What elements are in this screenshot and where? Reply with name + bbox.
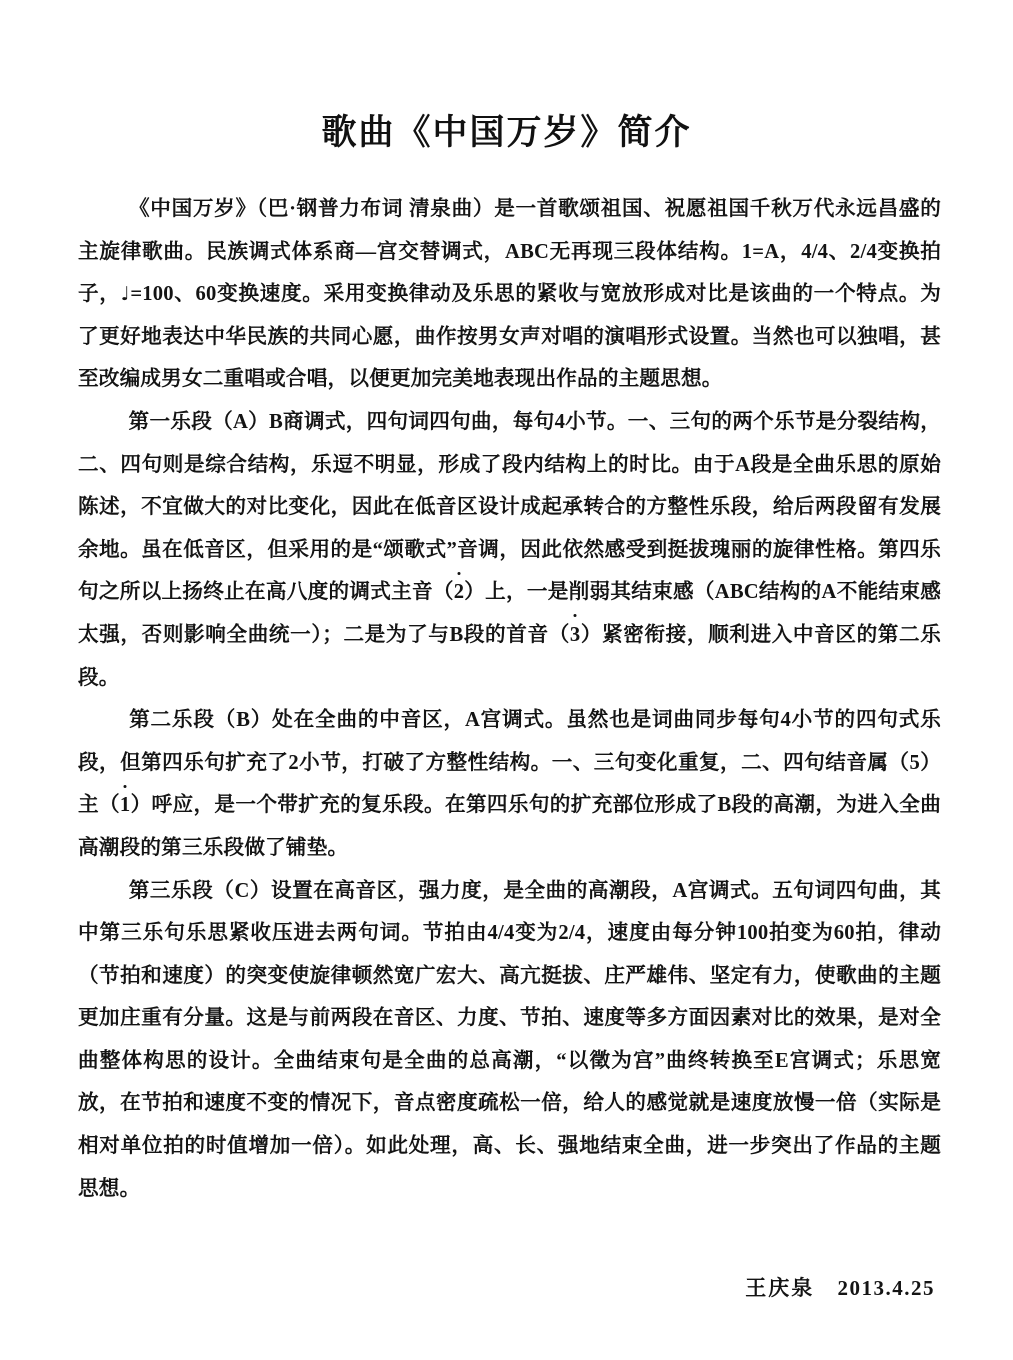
octave-dot-icon bbox=[124, 785, 127, 788]
jianpu-note-3: 3 bbox=[570, 625, 581, 646]
paragraph-section-a bbox=[78, 401, 941, 699]
paragraph-intro bbox=[78, 188, 941, 401]
quarter-note-icon: ♩ bbox=[120, 283, 131, 306]
paragraph-section-b bbox=[78, 699, 941, 869]
author-name: 王庆泉 bbox=[745, 1276, 815, 1300]
text-run: ）主（ bbox=[78, 751, 941, 817]
signature-date: 2013.4.25 bbox=[837, 1276, 935, 1300]
document-body bbox=[0, 154, 1013, 1210]
text-run: 《中国万岁》（巴·钢普力布词 清泉曲）是一首歌颂祖国、祝愿祖国千秋万代永远昌盛的主旋律歌曲。民族调式体系商—宫交替调式，ABC无再现三段体结构。1=A，4/4、2/4变换拍子， bbox=[78, 198, 941, 306]
octave-dot-icon bbox=[457, 572, 460, 575]
text-run: ）呼应，是一个带扩充的复乐段。在第四乐句的扩充部位形成了B段的高潮，为进入全曲高潮段的第三乐段做了铺垫。 bbox=[78, 794, 941, 859]
jianpu-note-1: 1 bbox=[120, 795, 131, 816]
octave-dot-icon bbox=[574, 614, 577, 617]
paragraph-section-c bbox=[78, 870, 941, 1211]
text-run: ）上，一是削弱其结束感（ABC结构的A不能结束感太强，否则影响全曲统一）；二是为了与B段的首音（ bbox=[78, 581, 941, 646]
page-title: 歌曲《中国万岁》简介 bbox=[321, 113, 692, 152]
jianpu-note-2: 2 bbox=[454, 582, 465, 603]
text-run: 第三乐段（C）设置在高音区，强力度，是全曲的高潮段，A宫调式。五句词四句曲，其中第三乐句乐思紧收压进去两句词。节拍由4/4变为2/4，速度由每分钟100拍变为60拍，律动（节拍和速度）的突变使旋律顿然宽广宏大、高亢挺拔、庄严雄伟、坚定有力，使歌曲的主题更加庄重有分量。这是与前两段在音区、力度、节拍、速度等多方面因素对比的效果，是对全曲整体构思的设计。全曲结束句是全曲的总高潮，“以徵为宫”曲终转换至E宫调式；乐思宽放，在节拍和速度不变的情况下，音点密度疏松一倍，给人的感觉就是速度放慢一倍（实际是相对单位拍的时值增加一倍）。如此处理，高、长、强地结束全曲，进一步突出了作品的主题思想。 bbox=[78, 879, 941, 1200]
text-run: 第一乐段（A）B商调式，四句词四句曲，每句4小节。一、三句的两个乐节是分裂结构，二、四句则是综合结构，乐逗不明显，形成了段内结构上的时比。由于A段是全曲乐思的原始陈述，不宜做大的对比变化，因此在低音区设计成起承转合的方整性乐段，给后两段留有发展余地。虽在低音区，但采用的是“颂歌式”音调，因此依然感受到挺拔瑰丽的旋律性格。第四乐句之所以上扬终止在高八度的调式主音（ bbox=[78, 410, 941, 604]
text-run: 第二乐段（B）处在全曲的中音区，A宫调式。虽然也是词曲同步每句4小节的四句式乐段，但第四乐句扩充了2小节，打破了方整性结构。一、三句变化重复，二、四句结音属（ bbox=[78, 709, 941, 774]
text-run: =100、60变换速度。采用变换律动及乐思的紧收与宽放形成对比是该曲的一个特点。为了更好地表达中华民族的共同心愿，曲作按男女声对唱的演唱形式设置。当然也可以独唱，甚至改编成男女二重唱或合唱，以便更加完美地表现出作品的主题思想。 bbox=[78, 283, 941, 391]
jianpu-note-5: 5 bbox=[909, 751, 920, 774]
text-run: ）紧密衔接，顺利进入中音区的第二乐段。 bbox=[78, 623, 941, 689]
signature-line bbox=[0, 1272, 1013, 1302]
